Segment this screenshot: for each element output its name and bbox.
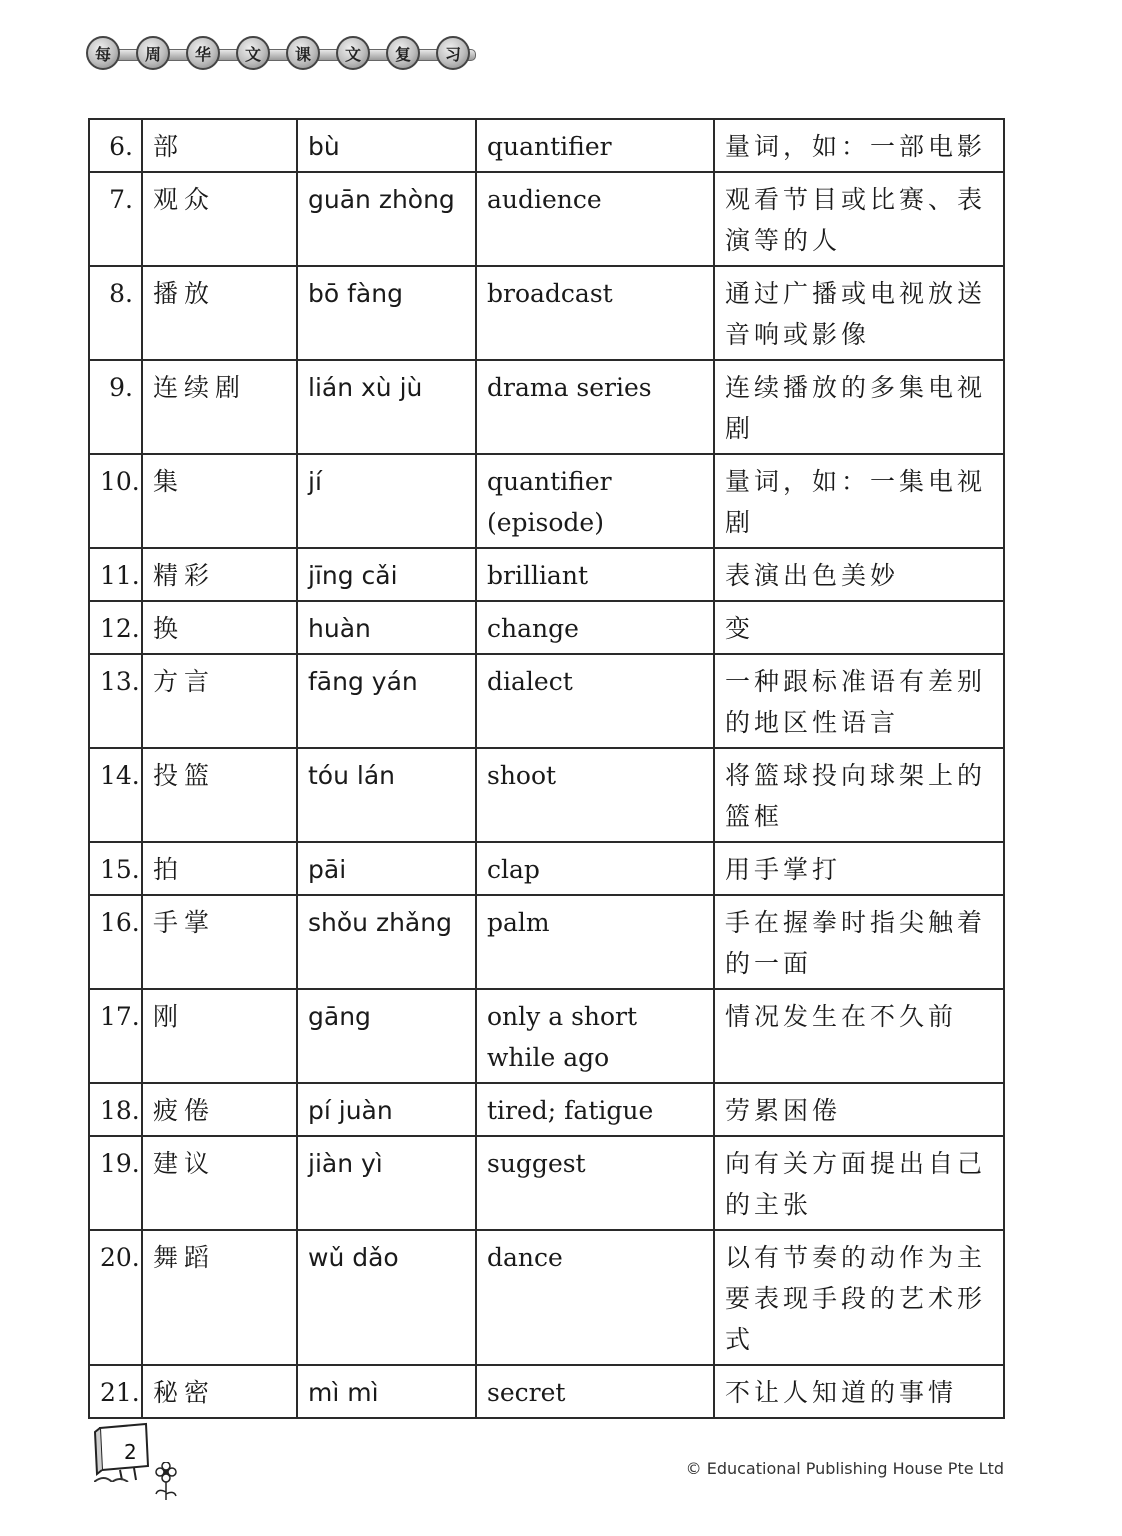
copyright-notice: © Educational Publishing House Pte Ltd xyxy=(685,1459,1004,1478)
chinese-definition-cell: 量词，如：一集电视剧 xyxy=(714,454,1004,548)
header-char-3: 华 xyxy=(186,36,220,70)
chinese-definition-cell: 劳累困倦 xyxy=(714,1083,1004,1136)
pinyin-cell: bù xyxy=(297,119,476,172)
table-row xyxy=(89,748,1004,842)
chinese-definition-cell: 表演出色美妙 xyxy=(714,548,1004,601)
english-meaning-cell: audience xyxy=(476,172,714,266)
pinyin-cell: mì mì xyxy=(297,1365,476,1418)
vocabulary-table xyxy=(88,118,1005,1419)
row-number-cell: 20. xyxy=(89,1230,142,1365)
row-number-cell: 21. xyxy=(89,1365,142,1418)
chinese-word-cell: 部 xyxy=(142,119,297,172)
chinese-word-cell: 秘密 xyxy=(142,1365,297,1418)
header-char-4: 文 xyxy=(236,36,270,70)
chinese-definition-cell: 连续播放的多集电视剧 xyxy=(714,360,1004,454)
page-number: 2 xyxy=(124,1440,137,1464)
english-meaning-cell: brilliant xyxy=(476,548,714,601)
table-row xyxy=(89,1365,1004,1418)
table-row xyxy=(89,654,1004,748)
chinese-definition-cell: 量词，如：一部电影 xyxy=(714,119,1004,172)
english-meaning-cell: only a short while ago xyxy=(476,989,714,1083)
chinese-word-cell: 观众 xyxy=(142,172,297,266)
english-meaning-cell: quantifier xyxy=(476,119,714,172)
vocabulary-table-body xyxy=(89,119,1004,1418)
english-meaning-cell: drama series xyxy=(476,360,714,454)
chinese-definition-cell: 不让人知道的事情 xyxy=(714,1365,1004,1418)
chinese-word-cell: 手掌 xyxy=(142,895,297,989)
row-number-cell: 18. xyxy=(89,1083,142,1136)
pinyin-cell: pāi xyxy=(297,842,476,895)
header-char-1: 每 xyxy=(86,36,120,70)
pinyin-cell: lián xù jù xyxy=(297,360,476,454)
chinese-word-cell: 刚 xyxy=(142,989,297,1083)
row-number-cell: 17. xyxy=(89,989,142,1083)
chinese-definition-cell: 将篮球投向球架上的篮框 xyxy=(714,748,1004,842)
header-char-8: 习 xyxy=(436,36,470,70)
row-number-cell: 9. xyxy=(89,360,142,454)
row-number-cell: 8. xyxy=(89,266,142,360)
header-char-7: 复 xyxy=(386,36,420,70)
pinyin-cell: jīng cǎi xyxy=(297,548,476,601)
pinyin-cell: jí xyxy=(297,454,476,548)
pinyin-cell: gāng xyxy=(297,989,476,1083)
chinese-definition-cell: 一种跟标准语有差别的地区性语言 xyxy=(714,654,1004,748)
row-number-cell: 16. xyxy=(89,895,142,989)
chinese-definition-cell: 通过广播或电视放送音响或影像 xyxy=(714,266,1004,360)
english-meaning-cell: dialect xyxy=(476,654,714,748)
chinese-word-cell: 建议 xyxy=(142,1136,297,1230)
english-meaning-cell: suggest xyxy=(476,1136,714,1230)
english-meaning-cell: change xyxy=(476,601,714,654)
row-number-cell: 14. xyxy=(89,748,142,842)
chinese-definition-cell: 用手掌打 xyxy=(714,842,1004,895)
english-meaning-cell: clap xyxy=(476,842,714,895)
pinyin-cell: guān zhòng xyxy=(297,172,476,266)
row-number-cell: 11. xyxy=(89,548,142,601)
flower-icon xyxy=(150,1462,182,1502)
chinese-definition-cell: 变 xyxy=(714,601,1004,654)
row-number-cell: 15. xyxy=(89,842,142,895)
chinese-word-cell: 拍 xyxy=(142,842,297,895)
header-char-2: 周 xyxy=(136,36,170,70)
table-row xyxy=(89,172,1004,266)
chinese-word-cell: 投篮 xyxy=(142,748,297,842)
chinese-word-cell: 方言 xyxy=(142,654,297,748)
pinyin-cell: jiàn yì xyxy=(297,1136,476,1230)
english-meaning-cell: secret xyxy=(476,1365,714,1418)
english-meaning-cell: shoot xyxy=(476,748,714,842)
table-row xyxy=(89,1136,1004,1230)
chinese-word-cell: 疲倦 xyxy=(142,1083,297,1136)
pinyin-cell: pí juàn xyxy=(297,1083,476,1136)
pinyin-cell: bō fàng xyxy=(297,266,476,360)
table-row xyxy=(89,601,1004,654)
english-meaning-cell: quantifier (episode) xyxy=(476,454,714,548)
chinese-word-cell: 舞蹈 xyxy=(142,1230,297,1365)
pinyin-cell: tóu lán xyxy=(297,748,476,842)
table-row xyxy=(89,989,1004,1083)
english-meaning-cell: broadcast xyxy=(476,266,714,360)
table-row xyxy=(89,360,1004,454)
pinyin-cell: shǒu zhǎng xyxy=(297,895,476,989)
table-row xyxy=(89,548,1004,601)
chinese-definition-cell: 向有关方面提出自己的主张 xyxy=(714,1136,1004,1230)
header-char-6: 文 xyxy=(336,36,370,70)
english-meaning-cell: palm xyxy=(476,895,714,989)
chinese-definition-cell: 观看节目或比赛、表演等的人 xyxy=(714,172,1004,266)
header-char-5: 课 xyxy=(286,36,320,70)
table-row xyxy=(89,1230,1004,1365)
row-number-cell: 7. xyxy=(89,172,142,266)
row-number-cell: 19. xyxy=(89,1136,142,1230)
english-meaning-cell: dance xyxy=(476,1230,714,1365)
header-character-chain xyxy=(86,36,486,76)
table-row xyxy=(89,454,1004,548)
pinyin-cell: fāng yán xyxy=(297,654,476,748)
row-number-cell: 6. xyxy=(89,119,142,172)
pinyin-cell: huàn xyxy=(297,601,476,654)
chinese-definition-cell: 手在握拳时指尖触着的一面 xyxy=(714,895,1004,989)
chinese-word-cell: 换 xyxy=(142,601,297,654)
chinese-word-cell: 精彩 xyxy=(142,548,297,601)
table-row xyxy=(89,119,1004,172)
row-number-cell: 12. xyxy=(89,601,142,654)
row-number-cell: 10. xyxy=(89,454,142,548)
chinese-definition-cell: 以有节奏的动作为主要表现手段的艺术形式 xyxy=(714,1230,1004,1365)
chinese-word-cell: 集 xyxy=(142,454,297,548)
chinese-word-cell: 播放 xyxy=(142,266,297,360)
row-number-cell: 13. xyxy=(89,654,142,748)
table-row xyxy=(89,895,1004,989)
pinyin-cell: wǔ dǎo xyxy=(297,1230,476,1365)
table-row xyxy=(89,266,1004,360)
chinese-definition-cell: 情况发生在不久前 xyxy=(714,989,1004,1083)
english-meaning-cell: tired; fatigue xyxy=(476,1083,714,1136)
table-row xyxy=(89,842,1004,895)
chinese-word-cell: 连续剧 xyxy=(142,360,297,454)
table-row xyxy=(89,1083,1004,1136)
